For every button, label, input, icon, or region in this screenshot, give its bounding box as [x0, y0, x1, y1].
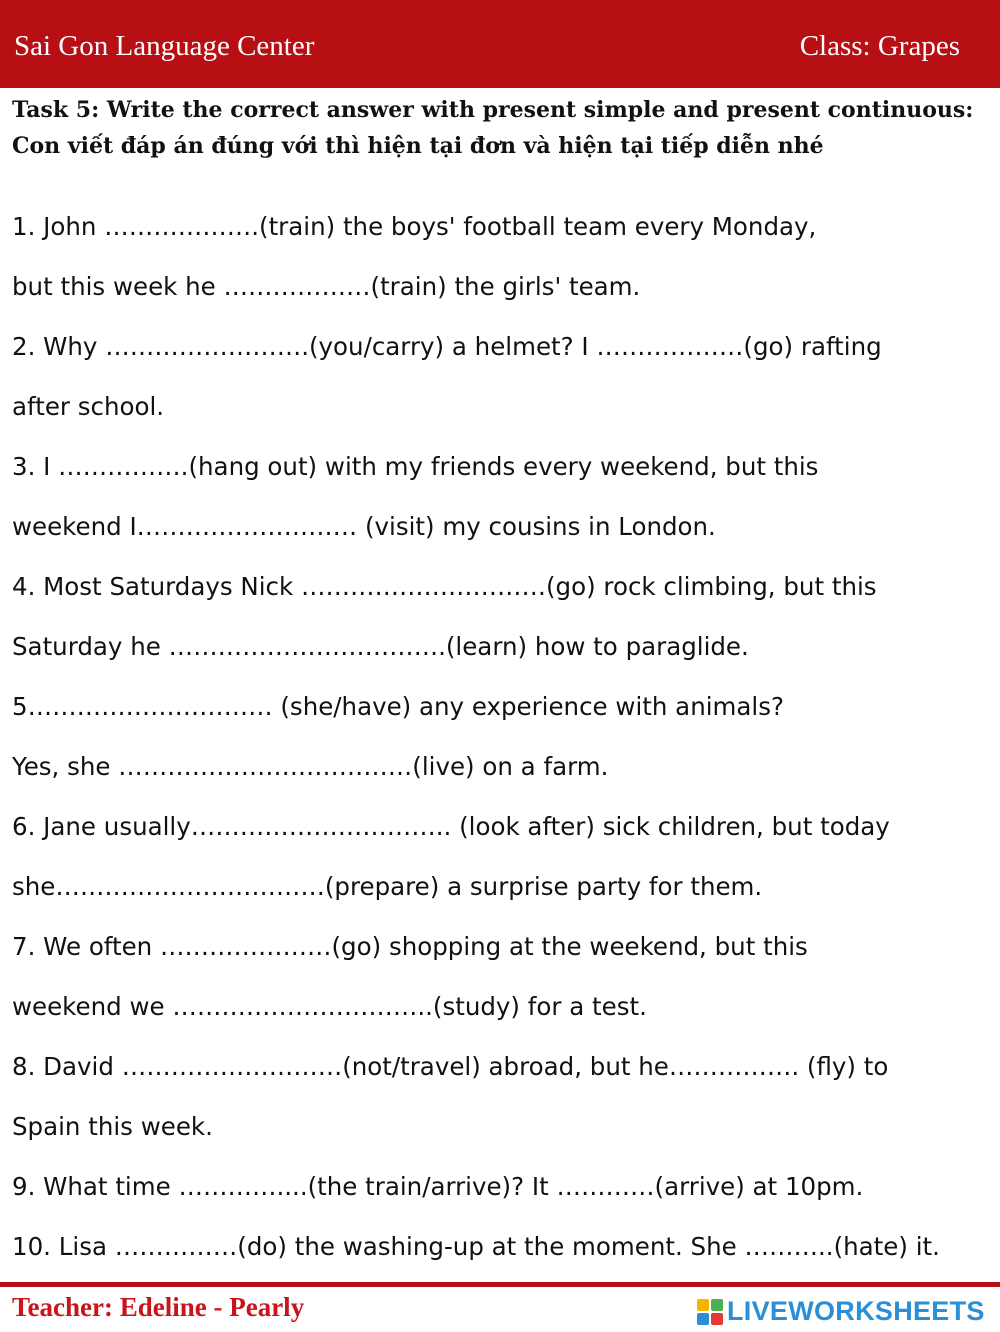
question-line: weekend we …………………………..(study) for a test.: [12, 992, 647, 1021]
logo-text: LIVEWORKSHEETS: [727, 1296, 985, 1326]
question-line: 9. What time …………....(the train/arrive)? It …………(arrive) at 10pm.: [12, 1172, 864, 1201]
question-line: after school.: [12, 392, 165, 421]
liveworksheets-logo-icon: [697, 1299, 723, 1325]
footer-divider: [0, 1282, 1000, 1287]
logo-square: [711, 1299, 723, 1311]
class-label: Class: Grapes: [799, 30, 960, 62]
question-line: 2. Why …………………….(you/carry) a helmet? I ………………(go) rafting: [12, 332, 882, 361]
question-line: 3. I …………….(hang out) with my friends every weekend, but this: [12, 452, 819, 481]
logo-square: [697, 1299, 709, 1311]
liveworksheets-logo[interactable]: [697, 1296, 985, 1327]
question-line: but this week he ………………(train) the girls' team.: [12, 272, 641, 301]
task-instruction: Task 5: Write the correct answer with present simple and present continuous: Con viết đáp án đúng với thì hiện tại đơn và hiện tại tiếp diễn nhé: [12, 97, 974, 159]
header-bar: [0, 0, 1000, 88]
logo-square: [711, 1313, 723, 1325]
question-line: she……………………………(prepare) a surprise party for them.: [12, 872, 763, 901]
question-line: weekend I……………………… (visit) my cousins in London.: [12, 512, 716, 541]
question-line: 4. Most Saturdays Nick …………………………(go) rock climbing, but this: [12, 572, 877, 601]
logo-square: [697, 1313, 709, 1325]
center-name: Sai Gon Language Center: [14, 30, 315, 62]
question-line: 6. Jane usually………………………….. (look after) sick children, but today: [12, 812, 890, 841]
question-line: 10. Lisa ……………(do) the washing-up at the moment. She ………..(hate) it.: [12, 1232, 940, 1261]
question-line: 7. We often …………………(go) shopping at the weekend, but this: [12, 932, 808, 961]
question-line: Yes, she ………………………………(live) on a farm.: [12, 752, 609, 781]
question-line: 5………………………… (she/have) any experience with animals?: [12, 692, 784, 721]
question-line: 8. David ………………………(not/travel) abroad, but he……………. (fly) to: [12, 1052, 889, 1081]
teacher-name: Teacher: Edeline - Pearly: [12, 1292, 305, 1322]
question-line: Spain this week.: [12, 1112, 213, 1141]
question-line: 1. John ……………….(train) the boys' football team every Monday,: [12, 212, 817, 241]
question-line: Saturday he …………………………….(learn) how to paraglide.: [12, 632, 749, 661]
